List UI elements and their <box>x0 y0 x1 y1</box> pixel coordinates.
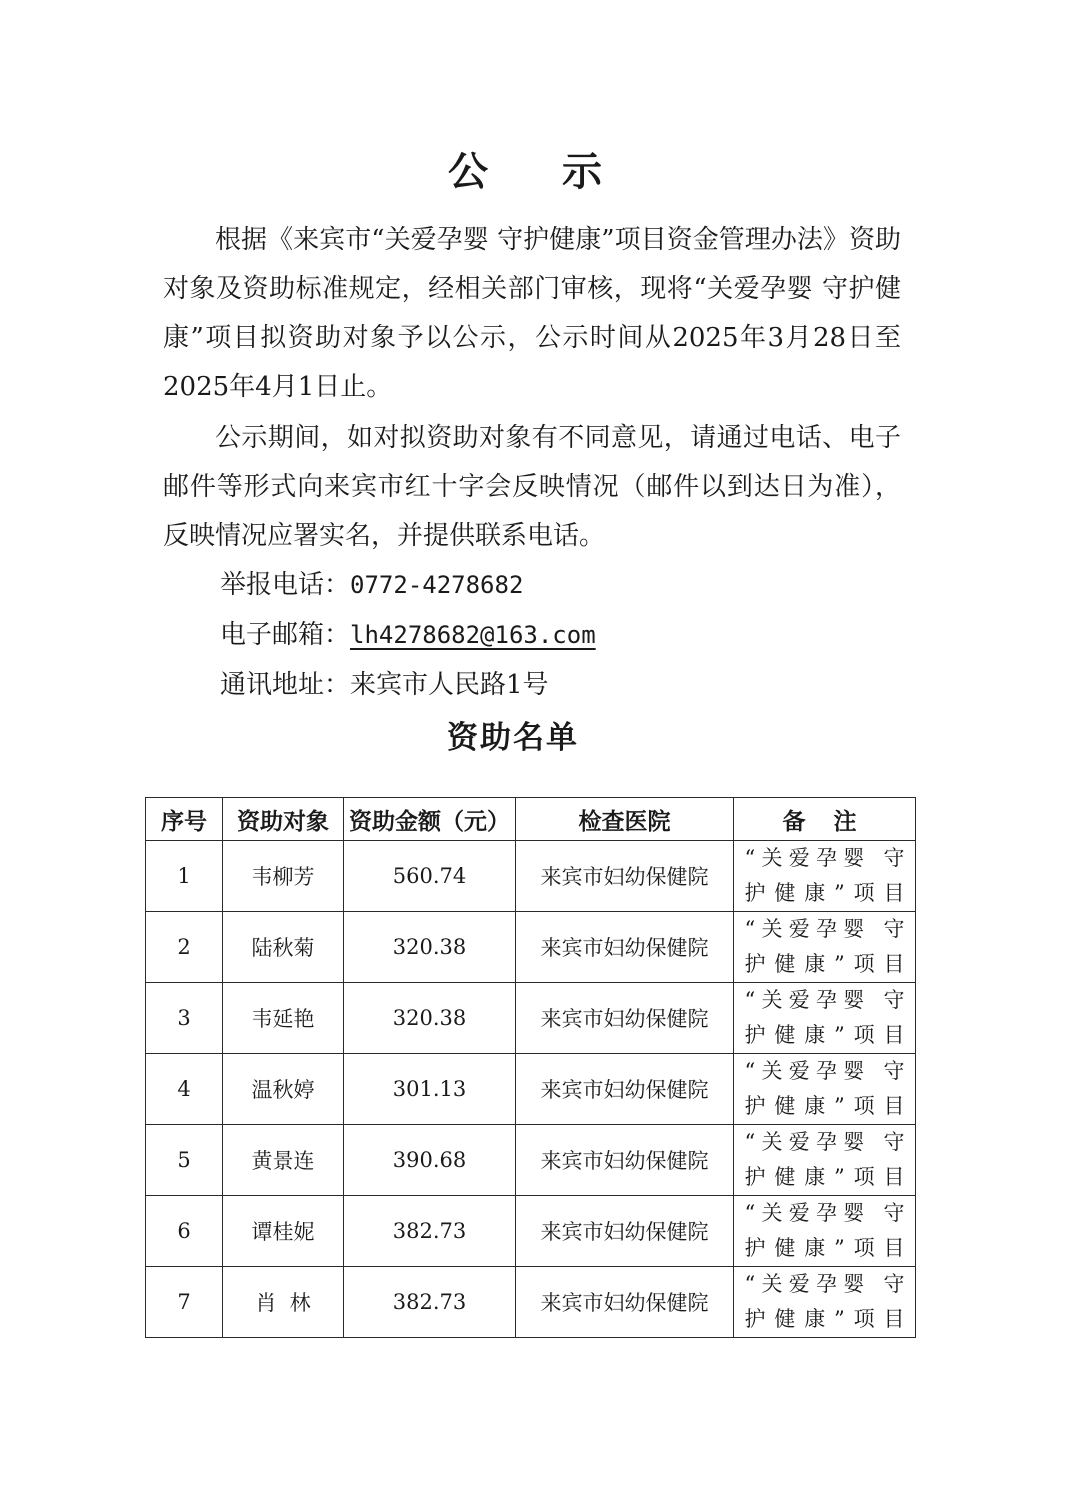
contact-phone <box>220 561 523 610</box>
remark-line-1: “关爱孕婴 守 <box>744 1272 905 1296</box>
cell-name: 谭桂妮 <box>223 1196 344 1267</box>
cell-name: 肖 林 <box>223 1267 344 1338</box>
cell-no: 1 <box>146 841 223 912</box>
remark-line-2: 护健康”项目 <box>744 1094 905 1118</box>
cell-remark <box>734 1196 916 1267</box>
remark-line-1: “关爱孕婴 守 <box>744 1201 905 1225</box>
remark-line-2: 护健康”项目 <box>744 881 905 905</box>
table-row <box>146 841 916 912</box>
cell-hospital: 来宾市妇幼保健院 <box>516 1267 734 1338</box>
cell-amount: 382.73 <box>344 1267 516 1338</box>
remark-line-2: 护健康”项目 <box>744 1023 905 1047</box>
cell-remark <box>734 1054 916 1125</box>
remark-line-1: “关爱孕婴 守 <box>744 1059 905 1083</box>
remark-line-1: “关爱孕婴 守 <box>744 846 905 870</box>
header-hospital: 检查医院 <box>516 798 734 841</box>
notice-paragraph-1: 根据《来宾市“关爱孕婴 守护健康”项目资金管理办法》资助对象及资助标准规定，经相关部门审核，现将“关爱孕婴 守护健康”项目拟资助对象予以公示，公示时间从2025年3月28日至2025年4月1日止。 <box>163 225 901 402</box>
remark-line-1: “关爱孕婴 守 <box>744 988 905 1012</box>
cell-no: 7 <box>146 1267 223 1338</box>
cell-amount: 560.74 <box>344 841 516 912</box>
remark-line-2: 护健康”项目 <box>744 1307 905 1331</box>
header-no: 序号 <box>146 798 223 841</box>
cell-name: 韦延艳 <box>223 983 344 1054</box>
header-amount: 资助金额（元） <box>344 798 516 841</box>
contact-email <box>220 611 596 660</box>
header-remark: 备 注 <box>734 798 916 841</box>
cell-hospital: 来宾市妇幼保健院 <box>516 841 734 912</box>
cell-hospital: 来宾市妇幼保健院 <box>516 1054 734 1125</box>
notice-paragraph-2: 公示期间，如对拟资助对象有不同意见，请通过电话、电子邮件等形式向来宾市红十字会反映情况（邮件以到达日为准），反映情况应署实名，并提供联系电话。 <box>163 423 901 551</box>
cell-hospital: 来宾市妇幼保健院 <box>516 1125 734 1196</box>
email-label: 电子邮箱： <box>220 620 351 650</box>
table-body <box>146 841 916 1338</box>
table-row <box>146 983 916 1054</box>
cell-amount: 390.68 <box>344 1125 516 1196</box>
table-row <box>146 912 916 983</box>
contact-address <box>220 661 549 710</box>
address-value: 来宾市人民路1号 <box>350 670 549 700</box>
subsidy-table <box>145 797 916 1338</box>
cell-no: 5 <box>146 1125 223 1196</box>
cell-remark <box>734 841 916 912</box>
cell-name: 韦柳芳 <box>223 841 344 912</box>
cell-no: 2 <box>146 912 223 983</box>
page-title: 公 示 <box>448 149 632 195</box>
cell-name: 温秋婷 <box>223 1054 344 1125</box>
remark-line-2: 护健康”项目 <box>744 1236 905 1260</box>
table-row <box>146 1196 916 1267</box>
cell-amount: 301.13 <box>344 1054 516 1125</box>
remark-line-1: “关爱孕婴 守 <box>744 917 905 941</box>
email-link[interactable]: lh4278682@163.com <box>350 621 596 649</box>
phone-value: 0772-4278682 <box>350 571 524 599</box>
remark-line-2: 护健康”项目 <box>744 952 905 976</box>
cell-no: 3 <box>146 983 223 1054</box>
phone-label: 举报电话： <box>220 570 351 600</box>
table-row <box>146 1054 916 1125</box>
table-row <box>146 1125 916 1196</box>
cell-hospital: 来宾市妇幼保健院 <box>516 912 734 983</box>
cell-name: 黄景连 <box>223 1125 344 1196</box>
cell-amount: 320.38 <box>344 983 516 1054</box>
cell-remark <box>734 1267 916 1338</box>
cell-hospital: 来宾市妇幼保健院 <box>516 983 734 1054</box>
table-header-row <box>146 798 916 841</box>
cell-remark <box>734 1125 916 1196</box>
header-name: 资助对象 <box>223 798 344 841</box>
cell-remark <box>734 983 916 1054</box>
cell-hospital: 来宾市妇幼保健院 <box>516 1196 734 1267</box>
cell-no: 6 <box>146 1196 223 1267</box>
remark-line-2: 护健康”项目 <box>744 1165 905 1189</box>
cell-amount: 320.38 <box>344 912 516 983</box>
list-title: 资助名单 <box>447 720 579 756</box>
cell-no: 4 <box>146 1054 223 1125</box>
cell-remark <box>734 912 916 983</box>
cell-name: 陆秋菊 <box>223 912 344 983</box>
address-label: 通讯地址： <box>220 670 351 700</box>
remark-line-1: “关爱孕婴 守 <box>744 1130 905 1154</box>
table-row <box>146 1267 916 1338</box>
cell-amount: 382.73 <box>344 1196 516 1267</box>
